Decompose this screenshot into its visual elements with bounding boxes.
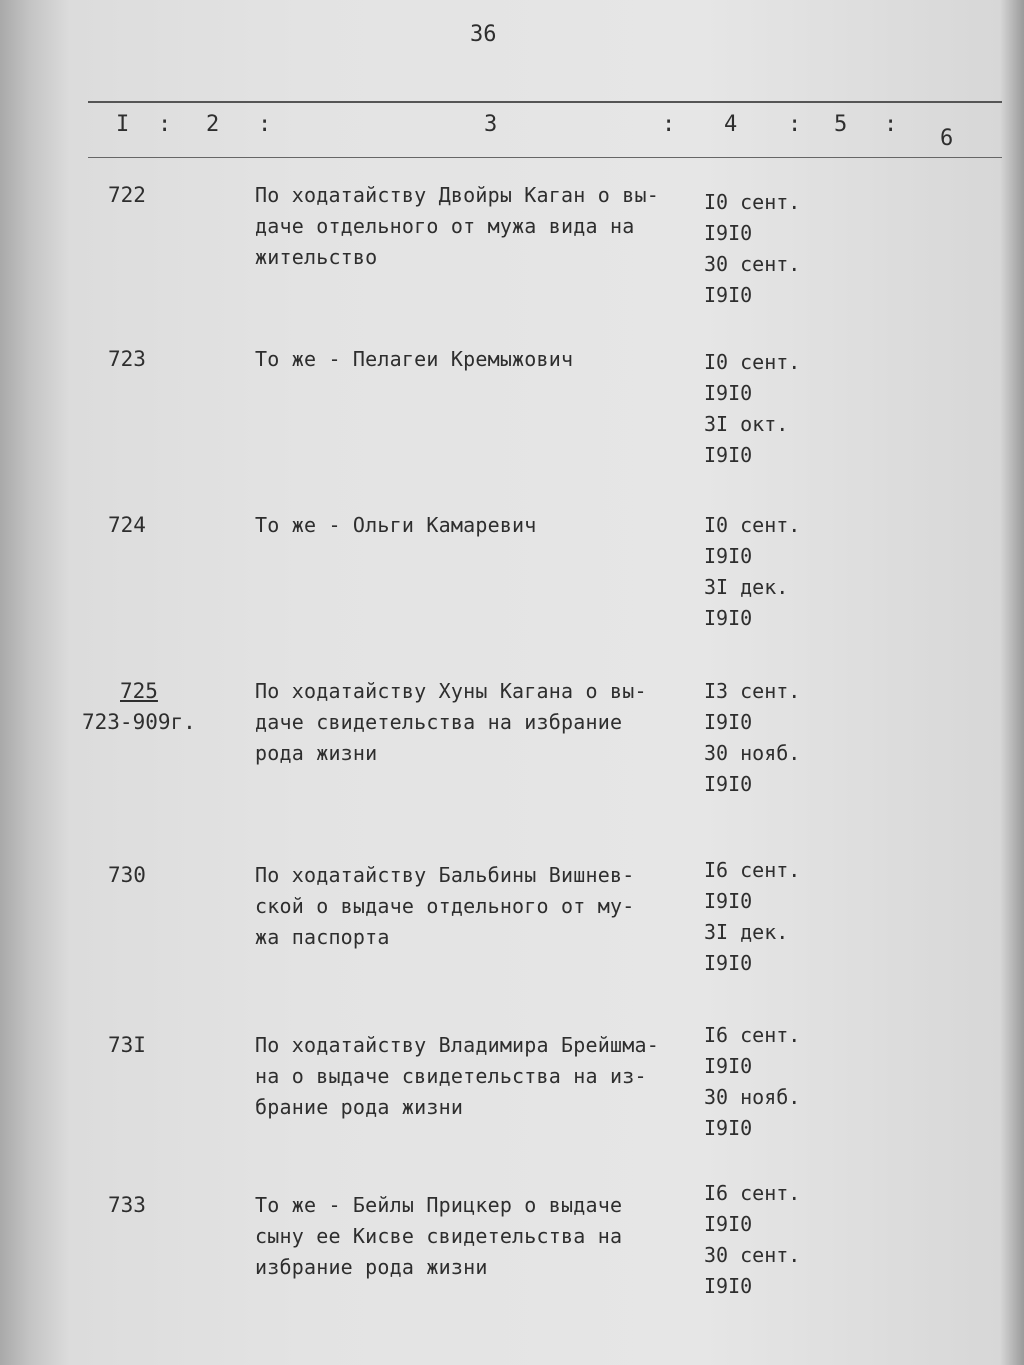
- column-separator: :: [884, 112, 898, 137]
- entry-number: 73I: [108, 1033, 146, 1057]
- entry-number: 733: [108, 1193, 146, 1217]
- entry-dates: I0 сент. I9I0 30 сент. I9I0: [704, 190, 801, 307]
- entry-description: То же - Ольги Камаревич: [255, 513, 537, 537]
- entry-dates: I0 сент. I9I0 3I окт. I9I0: [704, 350, 801, 467]
- entry-description: По ходатайству Хуны Кагана о вы- даче свидетельства на избрание рода жизни: [255, 679, 647, 765]
- column-header-1: I: [116, 112, 130, 137]
- header-top-rule: [88, 101, 1002, 103]
- entry-dates: I3 сент. I9I0 30 нояб. I9I0: [704, 679, 801, 796]
- entry-number: 725: [120, 679, 158, 703]
- entry-number-note: 723-909г.: [82, 710, 196, 734]
- column-header-5: 5: [834, 112, 848, 137]
- column-header-2: 2: [206, 112, 220, 137]
- entry-description: По ходатайству Двойры Каган о вы- даче отдельного от мужа вида на жительство: [255, 183, 659, 269]
- entry-number-block: [82, 676, 222, 738]
- entry-number: 722: [108, 183, 146, 207]
- entry-number: 730: [108, 863, 146, 887]
- column-separator: :: [788, 112, 802, 137]
- entry-dates: I6 сент. I9I0 30 нояб. I9I0: [704, 1023, 801, 1140]
- column-separator: :: [258, 112, 272, 137]
- entry-description: По ходатайству Бальбины Вишнев- ской о выдаче отдельного от му- жа паспорта: [255, 863, 635, 949]
- entry-dates: I6 сент. I9I0 3I дек. I9I0: [704, 858, 801, 975]
- entry-number: 724: [108, 513, 146, 537]
- entry-description: То же - Пелагеи Кремыжович: [255, 347, 574, 371]
- column-separator: :: [662, 112, 676, 137]
- entry-dates: I0 сент. I9I0 3I дек. I9I0: [704, 513, 801, 630]
- header-bottom-rule: [88, 157, 1002, 158]
- column-separator: :: [158, 112, 172, 137]
- column-header-3: 3: [484, 112, 498, 137]
- column-header-4: 4: [724, 112, 738, 137]
- entry-description: По ходатайству Владимира Брейшма- на о выдаче свидетельства на из- брание рода жизни: [255, 1033, 659, 1119]
- entry-number: 723: [108, 347, 146, 371]
- entry-dates: I6 сент. I9I0 30 сент. I9I0: [704, 1181, 801, 1298]
- column-header-6: 6: [940, 126, 954, 151]
- page-number: 36: [470, 22, 497, 47]
- entry-description: То же - Бейлы Прицкер о выдаче сыну ее Кисве свидетельства на избрание рода жизни: [255, 1193, 623, 1279]
